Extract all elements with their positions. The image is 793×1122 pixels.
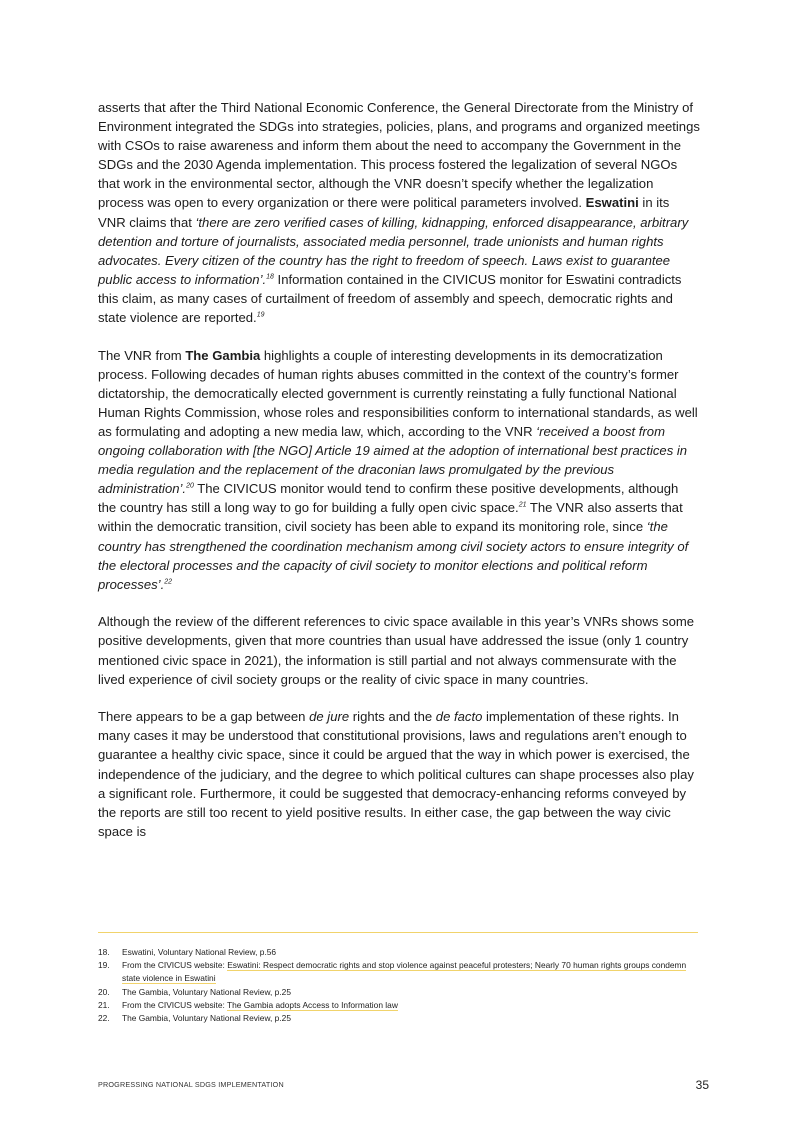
footnote-ref-22[interactable]: 22 bbox=[164, 578, 173, 586]
vnr-quote: ‘the country has strengthened the coordination mechanism among civil society actors to ensure integrity of the electoral processes and the capacity of civil society to monitor elections and political reform processes’. bbox=[98, 519, 689, 592]
paragraph-text: rights and the bbox=[349, 709, 436, 725]
main-content bbox=[98, 98, 700, 841]
footnote-21 bbox=[98, 999, 698, 1012]
footnote-20 bbox=[98, 986, 698, 999]
footnote-ref-20[interactable]: 20 bbox=[186, 482, 194, 490]
footnote-18 bbox=[98, 946, 698, 959]
paragraph-text: There appears to be a gap between bbox=[98, 709, 310, 725]
paragraph-gambia bbox=[98, 346, 700, 594]
paragraph-text: The CIVICUS monitor would tend to confirm these positive developments, although the country has still a long way to go for building a fully open civic space. bbox=[98, 481, 679, 516]
footnote-22 bbox=[98, 1012, 698, 1025]
footnote-prefix: From the CIVICUS website: bbox=[122, 960, 228, 971]
footnote-ref-19[interactable]: 19 bbox=[256, 311, 265, 319]
footnote-ref-21[interactable]: 21 bbox=[518, 502, 527, 510]
vnr-quote: ‘received a boost from ongoing collaboration with [the NGO] Article 19 aimed at the adoption of international best practices in media regulation and the replacement of the draconian laws promulgated by the previous administration’. bbox=[98, 424, 688, 497]
paragraph-text: The VNR from bbox=[98, 347, 186, 363]
footnote-link-gambia[interactable]: The Gambia adopts Access to Information law bbox=[227, 999, 398, 1010]
vnr-quote: ‘there are zero verified cases of killing, kidnapping, enforced disappearance, arbitrary detention and torture of journalists, associated media personnel, trade unionists and human rights advocates. Every citizen of the country has the right to freedom of speech. Laws exist to guarantee public access to information’. bbox=[98, 214, 689, 287]
footnote-number: 22. bbox=[98, 1013, 110, 1024]
country-name-gambia: The Gambia bbox=[185, 347, 261, 363]
footnote-link-eswatini[interactable]: Eswatini: Respect democratic rights and stop violence against peaceful protesters; Nearly 70 human rights groups condemn state violence in Eswatini bbox=[122, 960, 687, 984]
footnote-ref-18[interactable]: 18 bbox=[266, 273, 274, 281]
term-de-jure: de jure bbox=[309, 709, 350, 725]
footnote-text bbox=[122, 999, 698, 1012]
footnote-number: 20. bbox=[98, 986, 110, 997]
footnote-text: The Gambia, Voluntary National Review, p.25 bbox=[122, 986, 291, 997]
paragraph-eswatini bbox=[98, 98, 700, 327]
footer-document-title: PROGRESSING NATIONAL SDGS IMPLEMENTATION bbox=[98, 1080, 284, 1089]
paragraph-text: asserts that after the Third National Economic Conference, the General Directorate from the Ministry of Environment integrated the SDGs into strategies, policies, plans, and programs and organized meetings with CSOs to raise awareness and inform them about the need to accompany the Government in the SDGs and the 2030 Agenda implementation. This process fostered the legalization of several NGOs that work in the environmental sector, although the VNR doesn’t specify whether the legalization process was open to every organization or there were political parameters involved. bbox=[98, 100, 700, 211]
footnote-number: 19. bbox=[98, 960, 110, 971]
footnote-number: 21. bbox=[98, 999, 110, 1010]
footnote-number: 18. bbox=[98, 947, 110, 957]
footnote-text: Eswatini, Voluntary National Review, p.56 bbox=[122, 947, 277, 957]
country-name-eswatini: Eswatini bbox=[585, 195, 639, 211]
paragraph-text: in its VNR claims that bbox=[98, 195, 670, 230]
paragraph-text: highlights a couple of interesting developments in its democratization process. Following decades of human rights abuses committed in the context of the country’s former dictatorship, the democratically elected government is currently reinstating a fully functional National Human Rights Commission, whose roles and responsibilities conform to international standards, as well as formulating and adopting a new media law, which, according to the VNR bbox=[98, 347, 698, 439]
footnote-19 bbox=[98, 959, 698, 985]
footnotes bbox=[98, 946, 698, 1025]
paragraph-text: implementation of these rights. In many cases it may be understood that constitutional provisions, laws and regulations aren’t enough to guarantee a healthy civic space, since it could be argued that the way in which power is exercised, the independence of the judiciary, and the degree to which political cultures can shape processes also play a significant role. Furthermore, it could be suggested that democracy-enhancing reforms conveyed by the reports are still too recent to yield positive results. In either case, the gap between the way civic space is bbox=[98, 709, 694, 839]
footnote-text: The Gambia, Voluntary National Review, p.25 bbox=[122, 1013, 291, 1024]
paragraph-text: The VNR also asserts that within the democratic transition, civil society has been able to expand its monitoring role, since bbox=[98, 500, 683, 535]
term-de-facto: de facto bbox=[435, 709, 483, 725]
page-number: 35 bbox=[695, 1078, 709, 1092]
paragraph-review: Although the review of the different references to civic space available in this year’s VNRs shows some positive developments, given that more countries than usual have addressed the issue (only 1 country mentioned civic space in 2021), the information is still partial and not always commensurate with the lived experience of civil society groups or the reality of civic space in many countries. bbox=[98, 614, 695, 687]
footnote-text bbox=[122, 959, 698, 985]
paragraph-text: Information contained in the CIVICUS monitor for Eswatini contradicts this claim, as many cases of curtailment of freedom of assembly and speech, democratic rights and state violence are reported. bbox=[98, 271, 682, 326]
footnote-divider bbox=[98, 932, 698, 933]
footnote-prefix: From the CIVICUS website: bbox=[122, 999, 228, 1010]
paragraph-gap bbox=[98, 707, 700, 841]
